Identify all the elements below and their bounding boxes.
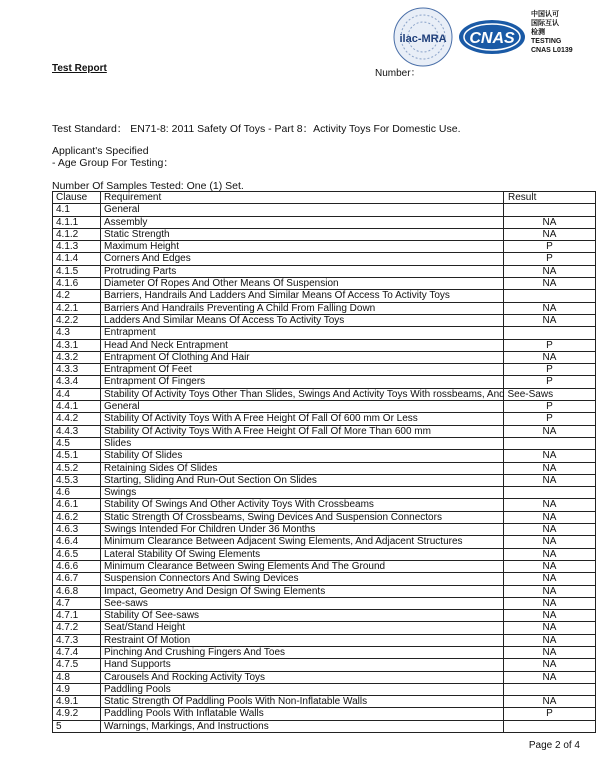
requirement-cell: Entrapment Of Clothing And Hair bbox=[101, 351, 504, 363]
clause-cell: 4.3.4 bbox=[53, 376, 101, 388]
clause-cell: 4.5.1 bbox=[53, 450, 101, 462]
result-cell bbox=[504, 437, 596, 449]
table-row bbox=[53, 487, 596, 499]
result-cell: NA bbox=[504, 585, 596, 597]
table-row bbox=[53, 253, 596, 265]
requirement-cell: Warnings, Markings, And Instructions bbox=[101, 720, 504, 732]
clause-cell: 4.7 bbox=[53, 597, 101, 609]
clause-cell: 4.1.3 bbox=[53, 241, 101, 253]
requirement-cell: Maximum Height bbox=[101, 241, 504, 253]
result-cell bbox=[504, 290, 596, 302]
requirement-cell: See-saws bbox=[101, 597, 504, 609]
requirement-cell: Carousels And Rocking Activity Toys bbox=[101, 671, 504, 683]
clause-cell: 4.6 bbox=[53, 487, 101, 499]
requirement-cell: Swings bbox=[101, 487, 504, 499]
cnas-code: CNAS L0139 bbox=[531, 47, 573, 54]
age-group: - Age Group For Testing： bbox=[52, 157, 174, 169]
result-cell bbox=[504, 204, 596, 216]
table-row bbox=[53, 474, 596, 486]
requirement-cell: Ladders And Similar Means Of Access To Activity Toys bbox=[101, 314, 504, 326]
clause-cell: 4.2.1 bbox=[53, 302, 101, 314]
table-row bbox=[53, 696, 596, 708]
requirement-cell: Barriers, Handrails And Ladders And Similar Means Of Access To Activity Toys bbox=[101, 290, 504, 302]
clause-cell: 4.3.2 bbox=[53, 351, 101, 363]
result-cell: NA bbox=[504, 302, 596, 314]
clause-cell: 4.3.3 bbox=[53, 364, 101, 376]
requirement-cell: Barriers And Handrails Preventing A Child From Falling Down bbox=[101, 302, 504, 314]
report-number-label: Number： bbox=[375, 68, 421, 79]
clause-cell: 4.7.4 bbox=[53, 646, 101, 658]
clause-cell: 4.6.5 bbox=[53, 548, 101, 560]
clause-cell: 4.5.3 bbox=[53, 474, 101, 486]
page-number: Page 2 of 4 bbox=[528, 740, 580, 751]
result-cell: NA bbox=[504, 511, 596, 523]
requirement-cell: Paddling Pools With Inflatable Walls bbox=[101, 708, 504, 720]
requirement-cell: Paddling Pools bbox=[101, 683, 504, 695]
cnas-testing: TESTING bbox=[531, 38, 562, 45]
clause-cell: 4.6.4 bbox=[53, 536, 101, 548]
result-cell: NA bbox=[504, 560, 596, 572]
clause-cell: 4.6.8 bbox=[53, 585, 101, 597]
requirement-cell: Entrapment Of Fingers bbox=[101, 376, 504, 388]
result-cell: NA bbox=[504, 462, 596, 474]
table-row bbox=[53, 646, 596, 658]
table-row bbox=[53, 228, 596, 240]
result-cell: P bbox=[504, 413, 596, 425]
cnas-cn-line2: 国际互认 bbox=[531, 20, 559, 27]
requirement-cell: Entrapment bbox=[101, 327, 504, 339]
clause-cell: 4.7.3 bbox=[53, 634, 101, 646]
requirement-cell: General bbox=[101, 204, 504, 216]
result-cell: NA bbox=[504, 622, 596, 634]
requirement-cell: Suspension Connectors And Swing Devices bbox=[101, 573, 504, 585]
result-cell: P bbox=[504, 376, 596, 388]
requirement-cell: Stability Of Slides bbox=[101, 450, 504, 462]
requirement-cell: Starting, Sliding And Run-Out Section On Slides bbox=[101, 474, 504, 486]
result-cell: P bbox=[504, 241, 596, 253]
table-row bbox=[53, 204, 596, 216]
result-cell: NA bbox=[504, 314, 596, 326]
clause-cell: 4.6.1 bbox=[53, 499, 101, 511]
result-cell: NA bbox=[504, 696, 596, 708]
clause-cell: 4.6.3 bbox=[53, 524, 101, 536]
clause-cell: 4.5.2 bbox=[53, 462, 101, 474]
requirement-cell: Pinching And Crushing Fingers And Toes bbox=[101, 646, 504, 658]
requirement-cell: Entrapment Of Feet bbox=[101, 364, 504, 376]
result-cell: NA bbox=[504, 228, 596, 240]
result-cell: NA bbox=[504, 278, 596, 290]
cnas-cn-line3: 检测 bbox=[531, 29, 545, 36]
table-row bbox=[53, 450, 596, 462]
table-row bbox=[53, 290, 596, 302]
table-row bbox=[53, 364, 596, 376]
clause-cell: 4.4.3 bbox=[53, 425, 101, 437]
result-cell: NA bbox=[504, 646, 596, 658]
requirement-cell: Protruding Parts bbox=[101, 265, 504, 277]
table-row bbox=[53, 437, 596, 449]
result-cell: NA bbox=[504, 597, 596, 609]
requirement-cell: Corners And Edges bbox=[101, 253, 504, 265]
header-result: Result bbox=[504, 192, 596, 204]
applicant-block bbox=[52, 145, 174, 169]
samples-tested: Number Of Samples Tested: One (1) Set. bbox=[52, 180, 244, 192]
requirement-cell: Stability Of Activity Toys Other Than Slides, Swings And Activity Toys With rossbeams, And See-Saws bbox=[101, 388, 504, 400]
clause-cell: 4.6.7 bbox=[53, 573, 101, 585]
result-cell: NA bbox=[504, 524, 596, 536]
table-row bbox=[53, 622, 596, 634]
result-cell: NA bbox=[504, 634, 596, 646]
table-row bbox=[53, 339, 596, 351]
cnas-logo bbox=[458, 18, 526, 56]
table-row bbox=[53, 720, 596, 732]
clause-cell: 4.6.2 bbox=[53, 511, 101, 523]
result-cell: NA bbox=[504, 536, 596, 548]
clause-cell: 4.9.1 bbox=[53, 696, 101, 708]
result-cell: NA bbox=[504, 610, 596, 622]
result-cell: NA bbox=[504, 265, 596, 277]
clause-cell: 4.5 bbox=[53, 437, 101, 449]
result-cell: P bbox=[504, 708, 596, 720]
table-row bbox=[53, 462, 596, 474]
requirement-cell: Stability Of Swings And Other Activity Toys With Crossbeams bbox=[101, 499, 504, 511]
clause-cell: 4.1.5 bbox=[53, 265, 101, 277]
table-row bbox=[53, 597, 596, 609]
requirement-cell: Seat/Stand Height bbox=[101, 622, 504, 634]
requirement-cell: Swings Intended For Children Under 36 Months bbox=[101, 524, 504, 536]
table-row bbox=[53, 401, 596, 413]
requirement-cell: Static Strength bbox=[101, 228, 504, 240]
requirement-cell: Restraint Of Motion bbox=[101, 634, 504, 646]
result-cell: NA bbox=[504, 216, 596, 228]
result-cell: NA bbox=[504, 548, 596, 560]
clause-cell: 4.4.2 bbox=[53, 413, 101, 425]
clause-cell: 4.4 bbox=[53, 388, 101, 400]
requirement-cell: Retaining Sides Of Slides bbox=[101, 462, 504, 474]
clause-cell: 4.2.2 bbox=[53, 314, 101, 326]
table-row bbox=[53, 560, 596, 572]
header-requirement: Requirement bbox=[101, 192, 504, 204]
table-row bbox=[53, 388, 596, 400]
requirement-cell: General bbox=[101, 401, 504, 413]
result-cell: P bbox=[504, 401, 596, 413]
requirement-cell: Slides bbox=[101, 437, 504, 449]
table-row bbox=[53, 265, 596, 277]
ilac-mra-logo bbox=[392, 6, 454, 68]
requirement-cell: Minimum Clearance Between Adjacent Swing Elements, And Adjacent Structures bbox=[101, 536, 504, 548]
clause-cell: 4.1.2 bbox=[53, 228, 101, 240]
table-row bbox=[53, 659, 596, 671]
table-row bbox=[53, 511, 596, 523]
table-row bbox=[53, 536, 596, 548]
cnas-cn-line1: 中国认可 bbox=[531, 11, 559, 18]
result-cell bbox=[504, 720, 596, 732]
result-cell: NA bbox=[504, 499, 596, 511]
clause-cell: 4.1 bbox=[53, 204, 101, 216]
table-row bbox=[53, 548, 596, 560]
requirement-cell: Diameter Of Ropes And Other Means Of Suspension bbox=[101, 278, 504, 290]
report-title: Test Report bbox=[52, 63, 107, 74]
table-row bbox=[53, 314, 596, 326]
table-row bbox=[53, 585, 596, 597]
table-header-row bbox=[53, 192, 596, 204]
result-cell: NA bbox=[504, 573, 596, 585]
svg-text:ilac-MRA: ilac-MRA bbox=[399, 33, 447, 45]
clause-cell: 4.2 bbox=[53, 290, 101, 302]
table-row bbox=[53, 683, 596, 695]
requirement-cell: Stability Of See-saws bbox=[101, 610, 504, 622]
clause-cell: 4.6.6 bbox=[53, 560, 101, 572]
table-row bbox=[53, 216, 596, 228]
requirement-cell: Lateral Stability Of Swing Elements bbox=[101, 548, 504, 560]
result-cell: P bbox=[504, 339, 596, 351]
table-row bbox=[53, 610, 596, 622]
requirement-cell: Stability Of Activity Toys With A Free Height Of Fall Of More Than 600 mm bbox=[101, 425, 504, 437]
table-row bbox=[53, 241, 596, 253]
table-row bbox=[53, 499, 596, 511]
result-cell bbox=[504, 683, 596, 695]
table-row bbox=[53, 351, 596, 363]
result-cell: P bbox=[504, 364, 596, 376]
requirements-table bbox=[52, 191, 596, 733]
clause-cell: 4.8 bbox=[53, 671, 101, 683]
table-row bbox=[53, 634, 596, 646]
result-cell: NA bbox=[504, 450, 596, 462]
requirement-cell: Impact, Geometry And Design Of Swing Elements bbox=[101, 585, 504, 597]
table-row bbox=[53, 327, 596, 339]
cnas-accreditation-text bbox=[531, 10, 573, 55]
requirement-cell: Hand Supports bbox=[101, 659, 504, 671]
clause-cell: 4.7.5 bbox=[53, 659, 101, 671]
result-cell bbox=[504, 327, 596, 339]
result-cell: NA bbox=[504, 425, 596, 437]
svg-text:CNAS: CNAS bbox=[469, 30, 515, 47]
clause-cell: 4.1.1 bbox=[53, 216, 101, 228]
result-cell: NA bbox=[504, 351, 596, 363]
applicant-specified: Applicant's Specified bbox=[52, 145, 149, 157]
result-cell: P bbox=[504, 253, 596, 265]
table-row bbox=[53, 524, 596, 536]
table-row bbox=[53, 708, 596, 720]
clause-cell: 4.4.1 bbox=[53, 401, 101, 413]
result-cell bbox=[504, 487, 596, 499]
clause-cell: 4.3.1 bbox=[53, 339, 101, 351]
requirement-cell: Static Strength Of Paddling Pools With Non-Inflatable Walls bbox=[101, 696, 504, 708]
table-row bbox=[53, 413, 596, 425]
result-cell: NA bbox=[504, 474, 596, 486]
table-row bbox=[53, 425, 596, 437]
test-standard: Test Standard： EN71-8: 2011 Safety Of Toys - Part 8：Activity Toys For Domestic Use. bbox=[52, 123, 461, 135]
table-row bbox=[53, 376, 596, 388]
header-clause: Clause bbox=[53, 192, 101, 204]
result-cell: NA bbox=[504, 671, 596, 683]
clause-cell: 5 bbox=[53, 720, 101, 732]
table-row bbox=[53, 278, 596, 290]
requirement-cell: Minimum Clearance Between Swing Elements And The Ground bbox=[101, 560, 504, 572]
table-row bbox=[53, 573, 596, 585]
requirement-cell: Stability Of Activity Toys With A Free Height Of Fall Of 600 mm Or Less bbox=[101, 413, 504, 425]
requirement-cell: Static Strength Of Crossbeams, Swing Devices And Suspension Connectors bbox=[101, 511, 504, 523]
result-cell: NA bbox=[504, 659, 596, 671]
clause-cell: 4.3 bbox=[53, 327, 101, 339]
clause-cell: 4.7.2 bbox=[53, 622, 101, 634]
clause-cell: 4.9.2 bbox=[53, 708, 101, 720]
table-row bbox=[53, 671, 596, 683]
clause-cell: 4.7.1 bbox=[53, 610, 101, 622]
table-row bbox=[53, 302, 596, 314]
clause-cell: 4.9 bbox=[53, 683, 101, 695]
requirement-cell: Head And Neck Entrapment bbox=[101, 339, 504, 351]
clause-cell: 4.1.4 bbox=[53, 253, 101, 265]
clause-cell: 4.1.6 bbox=[53, 278, 101, 290]
requirement-cell: Assembly bbox=[101, 216, 504, 228]
